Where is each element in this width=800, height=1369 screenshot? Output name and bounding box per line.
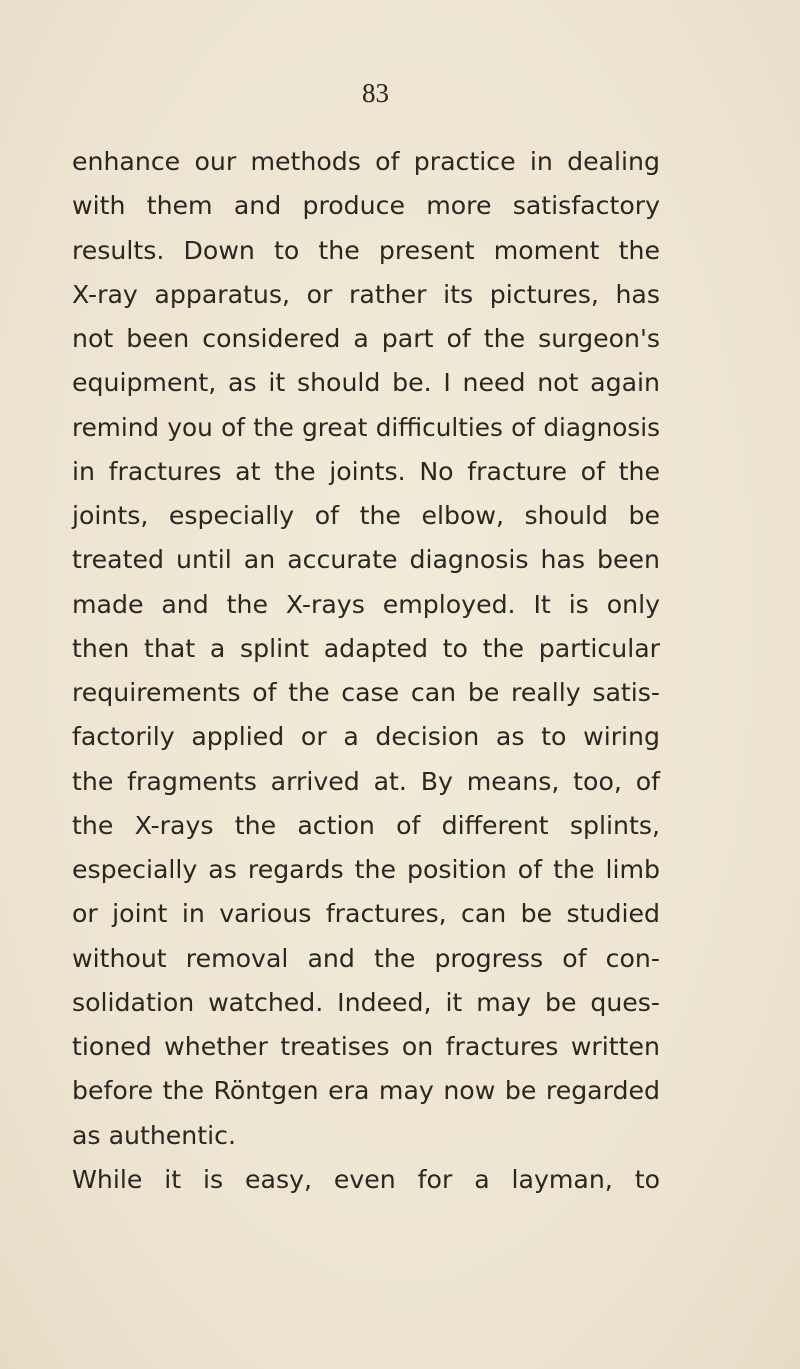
text-line: especially as regards the position of the limb [72,855,660,884]
text-line: without removal and the progress of con- [72,943,660,973]
text-line: equipment, as it should be. I need not again [72,368,660,398]
text-line: solidation watched. Indeed, it may be ques- [72,987,660,1017]
text-line: joints, especially of the elbow, should be [72,501,660,530]
text-line: made and the X-rays employed. It is only [72,589,660,619]
text-line: the fragments arrived at. By means, too, of [72,766,660,796]
text-line: or joint in various fractures, can be studied [72,899,660,929]
text-line: X-ray apparatus, or rather its pictures, has [72,279,660,309]
text-line: as authentic. [72,1120,236,1150]
body-text [72,140,660,1202]
text-line: before the Röntgen era may now be regarded [72,1076,660,1106]
text-line: with them and produce more satisfactory [72,191,660,221]
page-number: 83 [362,78,389,108]
text-line: While it is easy, even for a layman, to [72,1164,660,1194]
text-line: remind you of the great difficulties of diagnosis [72,412,660,442]
text-line: the X-rays the action of different splints, [72,810,660,840]
text-line: treated until an accurate diagnosis has been [72,545,660,575]
text-line: in fractures at the joints. No fracture of the [72,456,660,486]
text-line: tioned whether treatises on fractures written [72,1032,660,1061]
text-line: factorily applied or a decision as to wiring [72,722,660,752]
text-line: requirements of the case can be really satis- [72,678,660,707]
text-line: then that a splint adapted to the particular [72,633,660,663]
text-line: not been considered a part of the surgeon's [72,324,660,353]
text-line: enhance our methods of practice in dealing [72,147,660,176]
text-line: results. Down to the present moment the [72,235,660,265]
